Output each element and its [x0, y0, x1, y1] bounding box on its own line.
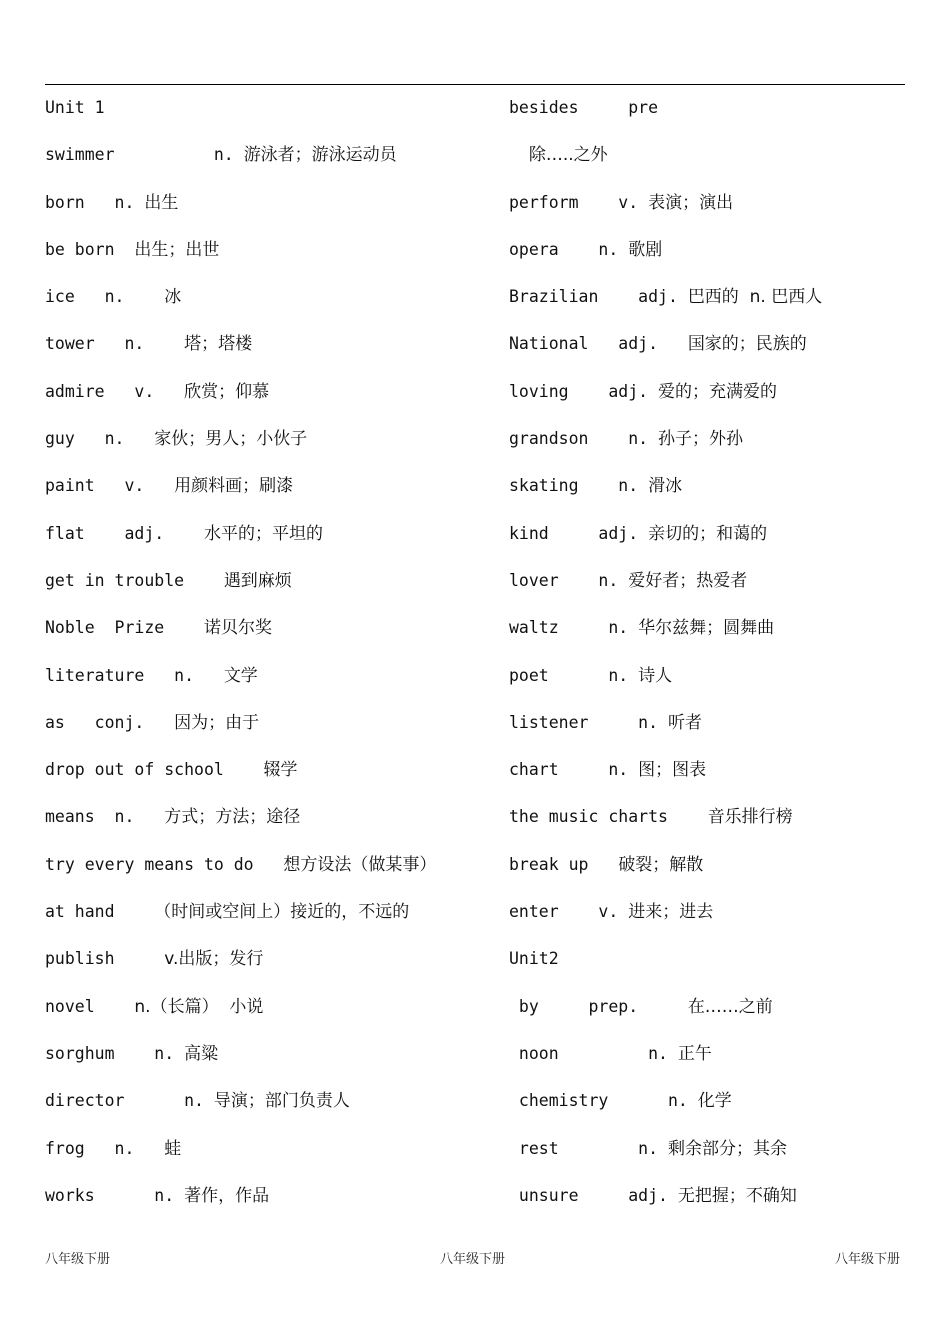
vocab-meaning: 文学 — [223, 665, 258, 686]
vocab-meaning: 滑冰 — [648, 476, 683, 497]
vocab-word: poet n. — [509, 665, 639, 685]
vocab-word: sorghum n. — [45, 1043, 185, 1063]
vocab-word: admire v. — [45, 381, 185, 401]
vocab-word: works n. — [45, 1185, 185, 1205]
vocab-meaning: 爱的；充满爱的 — [658, 381, 778, 402]
vocab-entry — [45, 944, 495, 991]
vocab-word: noon n. — [509, 1043, 678, 1063]
vocab-word: opera n. — [509, 239, 629, 259]
vocab-entry — [45, 235, 495, 282]
vocab-entry — [45, 1086, 495, 1133]
vocab-word: tower n. — [45, 334, 185, 354]
vocab-word: kind adj. — [509, 523, 649, 543]
vocab-meaning: 进来；进去 — [628, 902, 714, 923]
vocab-word: Unit2 — [509, 949, 559, 969]
vocab-entry — [45, 93, 495, 140]
vocab-word: listener n. — [509, 712, 668, 732]
vocab-entry — [45, 613, 495, 660]
vocab-word: means n. — [45, 807, 165, 827]
vocab-entry — [509, 140, 929, 187]
vocab-column-left — [45, 93, 495, 1228]
vocab-meaning: 出生；出世 — [134, 239, 220, 260]
vocab-word: guy n. — [45, 429, 155, 449]
vocab-word: frog n. — [45, 1138, 165, 1158]
vocab-entry — [509, 282, 929, 329]
vocab-meaning: 诗人 — [638, 665, 673, 686]
vocab-word: try every means to do — [45, 854, 284, 874]
vocab-word: chemistry n. — [509, 1091, 698, 1111]
vocab-meaning: n.（长篇） 小说 — [134, 996, 264, 1017]
footer-label-center: 八年级下册 — [440, 1252, 506, 1267]
vocab-entry — [45, 1039, 495, 1086]
vocab-meaning: 辍学 — [263, 760, 298, 781]
footer-label-left: 八年级下册 — [45, 1252, 111, 1267]
vocab-meaning: 著作，作品 — [184, 1185, 270, 1206]
vocab-word: waltz n. — [509, 618, 639, 638]
vocab-word: enter v. — [509, 902, 629, 922]
vocab-meaning: v.出版；发行 — [164, 949, 264, 970]
vocab-entry — [45, 282, 495, 329]
vocab-meaning: 遇到麻烦 — [223, 570, 292, 591]
vocab-meaning: 蛙 — [164, 1138, 182, 1159]
vocab-entry — [509, 992, 929, 1039]
vocab-word: Brazilian adj. — [509, 287, 688, 307]
vocab-entry — [45, 802, 495, 849]
vocab-word: swimmer n. — [45, 145, 244, 165]
vocab-meaning: 剩余部分；其余 — [667, 1138, 787, 1159]
vocab-word: publish — [45, 949, 165, 969]
vocab-entry — [509, 424, 929, 471]
vocab-entry — [509, 93, 929, 140]
vocab-meaning: 亲切的；和蔼的 — [648, 523, 768, 544]
vocab-entry — [45, 897, 495, 944]
vocab-meaning: 游泳者；游泳运动员 — [243, 145, 397, 166]
vocab-word: Unit 1 — [45, 98, 105, 117]
vocab-entry — [509, 755, 929, 802]
vocab-meaning: 孙子；外孙 — [658, 429, 744, 450]
vocab-entry — [509, 188, 929, 235]
vocab-entry — [45, 755, 495, 802]
vocab-meaning: 家伙；男人；小伙子 — [154, 429, 308, 450]
vocab-word: be born — [45, 239, 135, 259]
vocab-meaning: 导演；部门负责人 — [213, 1091, 350, 1112]
vocab-entry — [45, 519, 495, 566]
vocab-entry — [45, 471, 495, 518]
vocab-entry — [45, 377, 495, 424]
vocab-entry — [45, 329, 495, 376]
vocab-meaning: 塔；塔楼 — [184, 334, 253, 355]
vocab-entry — [45, 708, 495, 755]
top-rule — [45, 84, 905, 85]
vocab-word: paint v. — [45, 476, 175, 496]
vocab-entry — [45, 661, 495, 708]
vocab-word: literature n. — [45, 665, 224, 685]
vocab-entry — [509, 1134, 929, 1181]
vocab-entry — [509, 613, 929, 660]
vocab-word: director n. — [45, 1091, 214, 1111]
vocab-entry — [509, 897, 929, 944]
vocab-meaning: 破裂；解散 — [618, 854, 704, 875]
vocab-entry — [45, 140, 495, 187]
vocab-meaning: 表演；演出 — [648, 192, 734, 213]
vocab-entry — [509, 377, 929, 424]
vocab-meaning: 高粱 — [184, 1043, 219, 1064]
vocab-meaning: 冰 — [164, 287, 182, 308]
vocab-word: lover n. — [509, 570, 629, 590]
vocab-entry — [45, 566, 495, 613]
vocab-meaning: 在……之前 — [687, 996, 773, 1017]
vocab-meaning: 正午 — [677, 1043, 712, 1064]
vocab-word: loving adj. — [509, 381, 659, 401]
vocab-meaning: 爱好者；热爱者 — [628, 570, 748, 591]
vocab-meaning: 因为；由于 — [174, 712, 260, 733]
vocab-entry — [509, 235, 929, 282]
vocab-word: Noble Prize — [45, 618, 204, 638]
vocab-word — [509, 145, 529, 164]
vocab-entry — [509, 708, 929, 755]
vocab-meaning: 水平的；平坦的 — [203, 523, 323, 544]
vocab-entry — [509, 944, 929, 991]
vocab-entry — [509, 1181, 929, 1228]
vocab-meaning: 方式；方法；途径 — [164, 807, 301, 828]
vocab-word: born n. — [45, 192, 145, 212]
vocab-word: at hand — [45, 902, 155, 922]
vocab-meaning: 国家的；民族的 — [687, 334, 807, 355]
vocab-word: National adj. — [509, 334, 688, 354]
vocab-entry — [45, 1134, 495, 1181]
vocab-entry — [509, 329, 929, 376]
vocab-entry — [45, 850, 495, 897]
vocab-meaning: 华尔兹舞；圆舞曲 — [638, 618, 775, 639]
vocab-entry — [509, 471, 929, 518]
vocab-word: besides pre — [509, 98, 659, 117]
vocab-meaning: 歌剧 — [628, 239, 663, 260]
vocab-word: unsure adj. — [509, 1185, 678, 1205]
vocab-word: get in trouble — [45, 570, 224, 590]
vocab-word: novel — [45, 996, 135, 1016]
vocab-meaning: 除…..之外 — [528, 145, 608, 166]
vocab-meaning: 出生 — [144, 192, 179, 213]
vocab-word: grandson n. — [509, 429, 659, 449]
vocab-entry — [509, 661, 929, 708]
vocab-meaning: 巴西的 n. 巴西人 — [687, 287, 823, 308]
vocab-word: flat adj. — [45, 523, 204, 543]
vocab-entry — [509, 1086, 929, 1133]
vocab-entry — [45, 188, 495, 235]
vocab-column-right — [509, 93, 929, 1228]
vocab-word: drop out of school — [45, 760, 264, 780]
vocab-meaning: 用颜料画；刷漆 — [174, 476, 294, 497]
vocab-entry — [45, 992, 495, 1039]
vocab-meaning: 音乐排行榜 — [707, 807, 793, 828]
vocab-word: perform v. — [509, 192, 649, 212]
vocab-meaning: 化学 — [697, 1091, 732, 1112]
vocab-meaning: 欣赏；仰慕 — [184, 381, 270, 402]
vocab-entry — [509, 850, 929, 897]
vocab-meaning: 听者 — [667, 712, 702, 733]
vocab-word: break up — [509, 854, 619, 874]
vocab-meaning: 诺贝尔奖 — [203, 618, 272, 639]
vocab-entry — [509, 802, 929, 849]
vocab-word: rest n. — [509, 1138, 668, 1158]
vocab-word: by prep. — [509, 996, 688, 1016]
vocab-word: ice n. — [45, 287, 165, 307]
vocab-meaning: （时间或空间上）接近的，不远的 — [154, 902, 410, 923]
vocab-meaning: 想方设法（做某事） — [283, 854, 437, 875]
vocab-word: skating n. — [509, 476, 649, 496]
vocab-entry — [509, 566, 929, 613]
vocab-entry — [509, 519, 929, 566]
vocab-word: chart n. — [509, 760, 639, 780]
vocab-word: the music charts — [509, 807, 708, 827]
vocab-word: as conj. — [45, 712, 175, 732]
vocab-entry — [45, 1181, 495, 1228]
vocab-meaning: 无把握；不确知 — [677, 1185, 797, 1206]
footer-label-right: 八年级下册 — [835, 1252, 901, 1267]
vocab-entry — [45, 424, 495, 471]
vocab-meaning: 图；图表 — [638, 760, 707, 781]
vocab-entry — [509, 1039, 929, 1086]
